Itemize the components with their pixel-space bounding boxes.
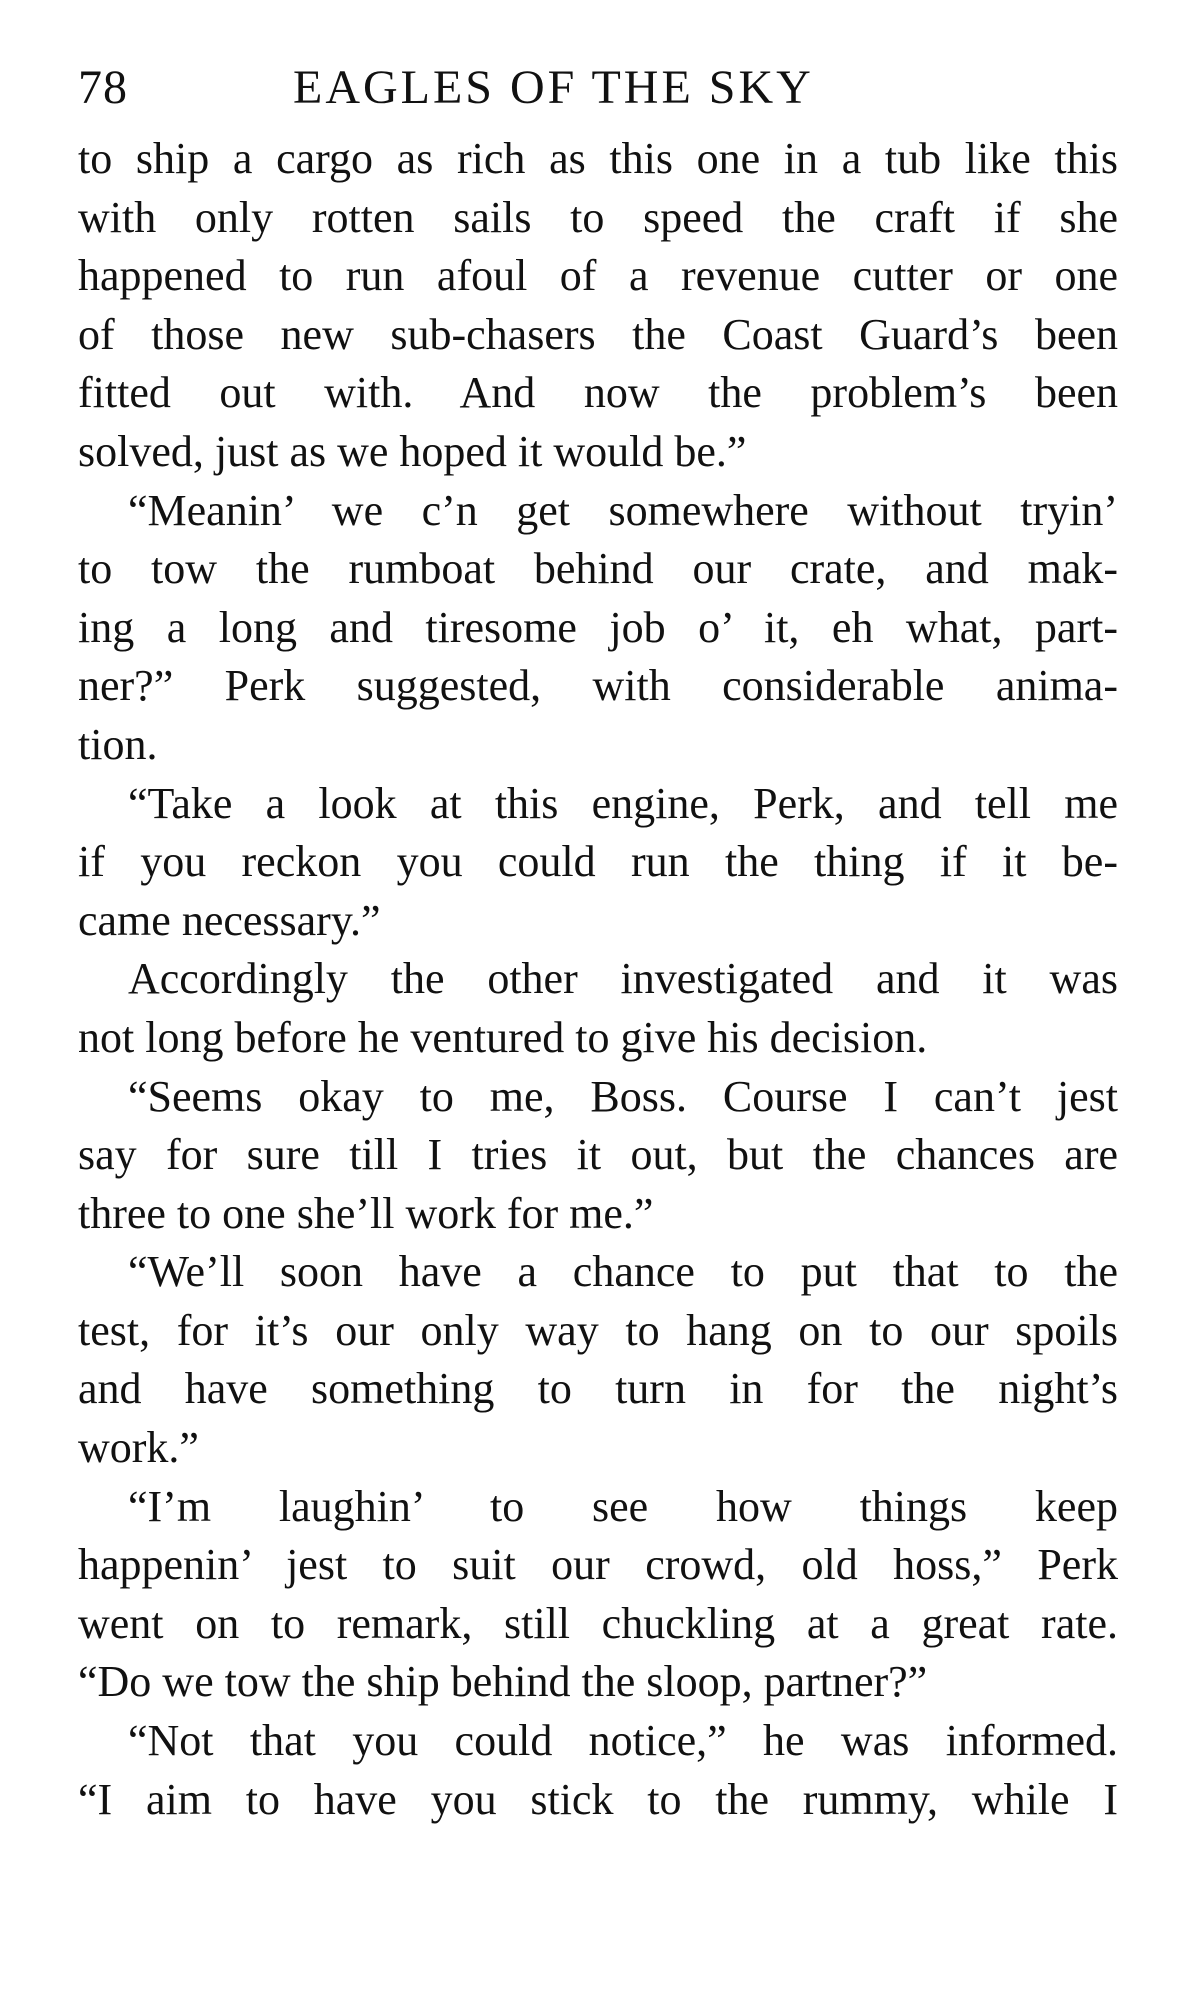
- text-line: work.”: [78, 1423, 199, 1473]
- text-line: with only rotten sails to speed the craft if she: [78, 192, 1118, 242]
- text-line: Accordingly the other investigated and it was: [128, 954, 1118, 1004]
- text-line: fitted out with. And now the problem’s been: [78, 368, 1118, 418]
- text-line: “We’ll soon have a chance to put that to the: [128, 1247, 1118, 1297]
- text-line: “Seems okay to me, Boss. Course I can’t jest: [128, 1071, 1118, 1121]
- text-line: tion.: [78, 719, 158, 769]
- text-line: “Meanin’ we c’n get somewhere without tryin’: [128, 485, 1118, 535]
- text-line: test, for it’s our only way to hang on to our spoils: [78, 1305, 1118, 1355]
- body-text: [78, 130, 1118, 1829]
- text-line: of those new sub-chasers the Coast Guard’s been: [78, 309, 1118, 359]
- text-line: came necessary.”: [78, 895, 381, 945]
- text-line: to tow the rumboat behind our crate, and mak-: [78, 544, 1118, 594]
- text-line: say for sure till I tries it out, but the chances are: [78, 1130, 1118, 1180]
- text-line: happened to run afoul of a revenue cutter or one: [78, 251, 1118, 301]
- text-line: ner?” Perk suggested, with considerable anima-: [78, 661, 1118, 711]
- text-line: went on to remark, still chuckling at a great rate.: [78, 1598, 1118, 1648]
- running-head: [78, 52, 1118, 124]
- text-line: to ship a cargo as rich as this one in a tub like this: [78, 134, 1118, 183]
- text-line: “I aim to have you stick to the rummy, while I: [78, 1774, 1118, 1824]
- book-title: EAGLES OF THE SKY: [293, 61, 814, 114]
- text-line: and have something to turn in for the night’s: [78, 1364, 1118, 1414]
- text-line: happenin’ jest to suit our crowd, old hoss,” Perk: [78, 1540, 1118, 1590]
- text-line: “Not that you could notice,” he was informed.: [128, 1716, 1118, 1766]
- text-line: three to one she’ll work for me.”: [78, 1188, 654, 1238]
- text-line: “Take a look at this engine, Perk, and tell me: [128, 778, 1118, 828]
- text-line: if you reckon you could run the thing if it be-: [78, 837, 1118, 887]
- text-line: not long before he ventured to give his decision.: [78, 1012, 928, 1062]
- text-line: ing a long and tiresome job o’ it, eh what, part-: [78, 602, 1118, 652]
- page-number: 78: [78, 61, 128, 114]
- text-line: solved, just as we hoped it would be.”: [78, 426, 747, 476]
- text-line: “I’m laughin’ to see how things keep: [128, 1481, 1118, 1531]
- book-page: [78, 52, 1118, 1829]
- text-line: “Do we tow the ship behind the sloop, partner?”: [78, 1657, 928, 1707]
